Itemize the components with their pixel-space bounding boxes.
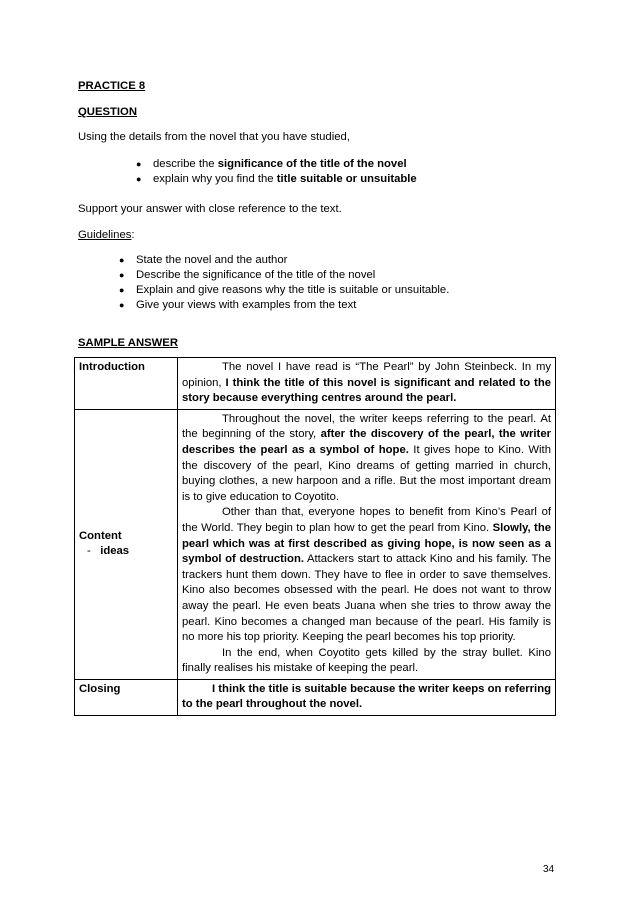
bullet-icon: ● <box>119 285 125 295</box>
guideline-item: ● State the novel and the author <box>119 254 288 266</box>
table-row-closing <box>75 679 556 715</box>
practice-heading: PRACTICE 8 <box>78 80 146 92</box>
task-item: ● describe the significance of the title of the novel <box>136 158 407 170</box>
support-instruction: Support your answer with close reference to the text. <box>78 203 342 215</box>
content-text <box>178 409 556 679</box>
table-row-content <box>75 409 556 679</box>
bullet-icon: ● <box>136 174 142 184</box>
guidelines-heading: Guidelines: <box>78 229 135 241</box>
content-paragraph-2: Other than that, everyone hopes to benefit from Kino’s Pearl of the World. They begin to plan how to get the pearl from Kino. Slowly, the pearl which was at first described as giving hope, is now seen as a symbol of destruction. Attackers start to attack Kino and his family. The trackers hunt them down. They have to flee in order to save themselves. Kino also becomes obsessed with the pearl. He does not want to throw away the pearl. He even beats Juana when she tries to throw away the pearl. Kino becomes a changed man because of the pearl. His family is no more his top priority. Keeping the pearl becomes his top priority. <box>182 506 552 644</box>
content-paragraph-3: In the end, when Coyotito gets killed by the stray bullet. Kino finally realises his mistake of keeping the pearl. <box>182 646 551 675</box>
bullet-icon: ● <box>119 255 125 265</box>
guideline-item: ● Give your views with examples from the text <box>119 299 357 311</box>
guidelines-list <box>119 253 450 313</box>
row-label-introduction: Introduction <box>75 358 178 410</box>
sample-answer-table <box>74 357 556 716</box>
guideline-item: ● Describe the significance of the title of the novel <box>119 269 376 281</box>
task-list <box>136 157 417 187</box>
bullet-icon: ● <box>119 270 125 280</box>
table-row-introduction <box>75 358 556 410</box>
content-paragraph-1: Throughout the novel, the writer keeps referring to the pearl. At the beginning of the story, after the discovery of the pearl, the writer describes the pearl as a symbol of hope. It gives hope to Kino. With the discovery of the pearl, Kino dreams of getting married in church, buying clothes, a new harpoon and a rifle. But the most important dream is to give education to Coyotito. <box>182 412 551 503</box>
row-label-closing: Closing <box>75 679 178 715</box>
row-label-content: Content - ideas <box>75 409 178 679</box>
question-prompt: Using the details from the novel that you have studied, <box>78 131 350 143</box>
guideline-item: ● Explain and give reasons why the title is suitable or unsuitable. <box>119 284 450 296</box>
bullet-icon: ● <box>119 300 125 310</box>
page-number: 34 <box>543 864 555 875</box>
introduction-text: The novel I have read is “The Pearl” by John Steinbeck. In my opinion, I think the title of this novel is significant and related to the story because everything centres around the pearl. <box>178 358 556 410</box>
closing-text: I think the title is suitable because the writer keeps on referring to the pearl throughout the novel. <box>178 679 556 715</box>
sample-answer-heading: SAMPLE ANSWER <box>78 337 179 349</box>
task-item: ● explain why you find the title suitable or unsuitable <box>136 173 417 185</box>
question-label: QUESTION <box>78 106 137 118</box>
bullet-icon: ● <box>136 159 142 169</box>
